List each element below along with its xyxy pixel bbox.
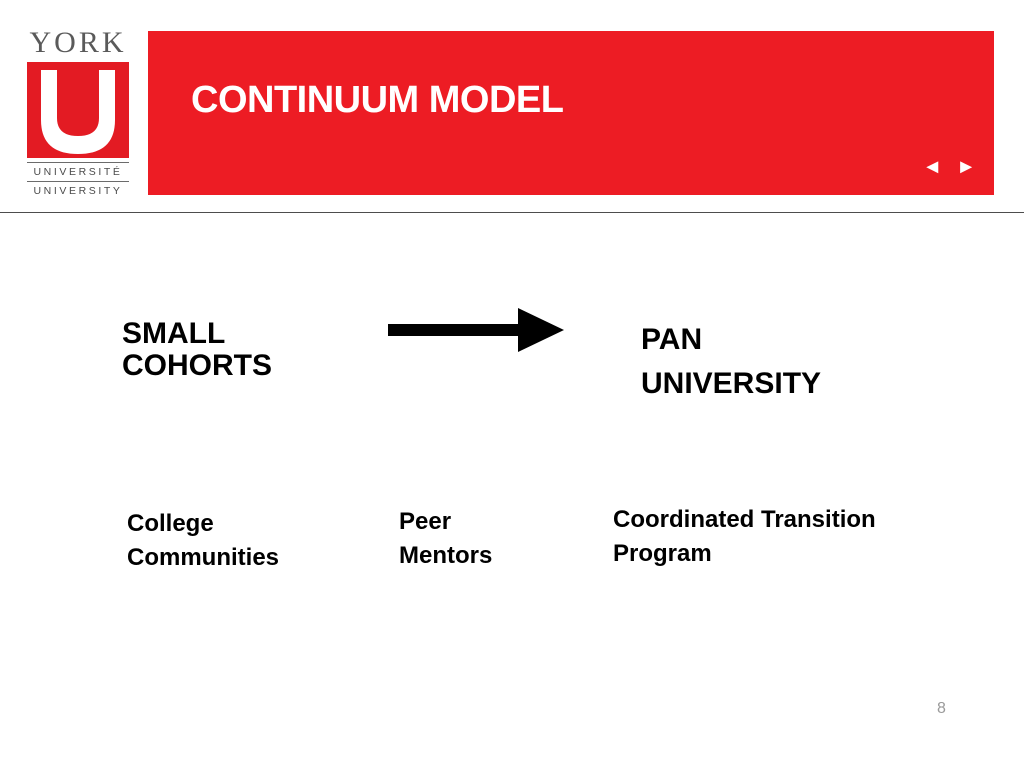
item-line: Peer xyxy=(399,508,452,535)
continuum-start-label xyxy=(122,318,272,382)
item-line: Program xyxy=(613,540,712,567)
item-line: Mentors xyxy=(399,542,493,569)
continuum-start-line-1: SMALL xyxy=(122,317,226,350)
york-university-logo xyxy=(24,28,132,200)
item-line: Coordinated Transition xyxy=(613,506,876,533)
continuum-end-label xyxy=(641,318,821,406)
continuum-end-line-2: UNIVERSITY xyxy=(641,367,822,400)
logo-rule-top xyxy=(27,162,129,163)
list-item-coordinated-transition xyxy=(613,503,876,571)
continuum-start-line-2: COHORTS xyxy=(122,349,272,382)
right-arrow-icon xyxy=(386,306,566,354)
item-line: College xyxy=(127,510,214,537)
header-divider xyxy=(0,212,1024,213)
next-slide-icon[interactable]: ► xyxy=(956,156,976,178)
previous-slide-icon[interactable]: ◄ xyxy=(922,156,943,178)
slide-navigation xyxy=(922,155,976,179)
header-band xyxy=(148,31,994,195)
item-line: Communities xyxy=(127,544,280,571)
logo-universite-text: UNIVERSITÉ xyxy=(33,166,123,178)
continuum-end-line-1: PAN xyxy=(641,323,703,356)
logo-u-glyph xyxy=(27,62,129,158)
logo-university-text: UNIVERSITY xyxy=(33,185,123,197)
logo-york-text: YORK xyxy=(29,26,127,59)
logo-rule-middle xyxy=(27,181,129,182)
list-item-college-communities xyxy=(127,507,279,575)
slide-title: CONTINUUM MODEL xyxy=(191,79,564,121)
list-item-peer-mentors xyxy=(399,505,492,573)
logo-u-box xyxy=(27,62,129,158)
page-number: 8 xyxy=(937,700,946,717)
